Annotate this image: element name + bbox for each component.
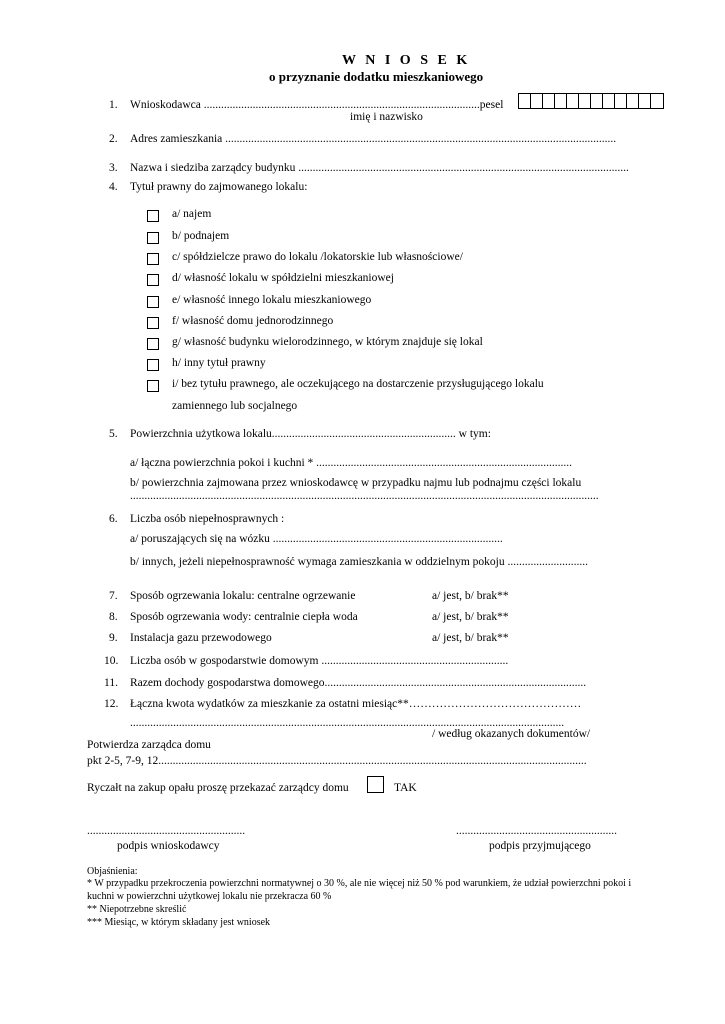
option-f-checkbox[interactable] bbox=[147, 317, 159, 329]
pesel-cell[interactable] bbox=[627, 94, 639, 108]
wheelchair-users-field[interactable]: a/ poruszających się na wózku ................................................................................ bbox=[130, 533, 503, 545]
legal-title-heading: Tytuł prawny do zajmowanego lokalu: bbox=[130, 181, 308, 193]
pesel-cell[interactable] bbox=[591, 94, 603, 108]
fuel-allowance-tak: TAK bbox=[394, 782, 417, 794]
fuel-allowance-checkbox[interactable] bbox=[367, 776, 384, 793]
option-h-checkbox[interactable] bbox=[147, 359, 159, 371]
occupied-area-field[interactable]: ................................................................................................................................................................... bbox=[130, 490, 599, 502]
rooms-kitchen-area-field[interactable]: a/ łączna powierzchnia pokoi i kuchni * ......................................................................................... bbox=[130, 457, 573, 469]
item-8-number: 8. bbox=[109, 611, 118, 623]
option-b-label: b/ podnajem bbox=[172, 230, 230, 242]
option-b-checkbox[interactable] bbox=[147, 232, 159, 244]
pesel-cell[interactable] bbox=[531, 94, 543, 108]
heating-options[interactable]: a/ jest, b/ brak** bbox=[432, 590, 509, 602]
hot-water-options[interactable]: a/ jest, b/ brak** bbox=[432, 611, 509, 623]
option-e-checkbox[interactable] bbox=[147, 296, 159, 308]
option-g-checkbox[interactable] bbox=[147, 338, 159, 350]
item-9-number: 9. bbox=[109, 632, 118, 644]
item-6-number: 6. bbox=[109, 513, 118, 525]
documents-note: / według okazanych dokumentów/ bbox=[432, 728, 591, 740]
household-size-field[interactable]: Liczba osób w gospodarstwie domowym ................................................................. bbox=[130, 655, 509, 667]
item-11-number: 11. bbox=[104, 677, 118, 689]
option-c-checkbox[interactable] bbox=[147, 253, 159, 265]
manager-confirmation-label: Potwierdza zarządca domu bbox=[87, 739, 211, 751]
gas-label: Instalacja gazu przewodowego bbox=[130, 632, 272, 644]
option-f-label: f/ własność domu jednorodzinnego bbox=[172, 315, 334, 327]
item-12-number: 12. bbox=[104, 698, 119, 710]
housing-expenses-field[interactable]: Łączna kwota wydatków za mieszkanie za ostatni miesiąc**……………………………………… bbox=[130, 698, 582, 710]
usable-area-field[interactable]: Powierzchnia użytkowa lokalu................................................................ w tym: bbox=[130, 428, 491, 440]
option-a-label: a/ najem bbox=[172, 208, 212, 220]
receiver-signature-label: podpis przyjmującego bbox=[489, 840, 591, 852]
option-i-label: i/ bez tytułu prawnego, ale oczekującego na dostarczenie przysługującego lokalu bbox=[172, 378, 544, 390]
pesel-cell[interactable] bbox=[567, 94, 579, 108]
other-disabled-field[interactable]: b/ innych, jeżeli niepełnosprawność wymaga zamieszkania w oddzielnym pokoju ............................ bbox=[130, 556, 588, 568]
applicant-signature-label: podpis wnioskodawcy bbox=[117, 840, 220, 852]
option-a-checkbox[interactable] bbox=[147, 210, 159, 222]
heating-label: Sposób ogrzewania lokalu: centralne ogrzewanie bbox=[130, 590, 356, 602]
note-1: * W przypadku przekroczenia powierzchni normatywnej o 30 %, ale nie więcej niż 50 % pod warunkiem, że udział powierzchni pokoi i bbox=[87, 878, 632, 889]
note-3: *** Miesiąc, w którym składany jest wniosek bbox=[87, 917, 271, 928]
name-caption: imię i nazwisko bbox=[350, 111, 423, 123]
item-1-number: 1. bbox=[109, 99, 118, 111]
option-i-label-cont: zamiennego lub socjalnego bbox=[172, 400, 298, 412]
fuel-allowance-label: Ryczałt na zakup opału proszę przekazać zarządcy domu bbox=[87, 782, 349, 794]
pesel-cell[interactable] bbox=[555, 94, 567, 108]
occupied-area-label: b/ powierzchnia zajmowana przez wnioskodawcę w przypadku najmu lub podnajmu części lokalu bbox=[130, 477, 582, 489]
option-e-label: e/ własność innego lokalu mieszkaniowego bbox=[172, 294, 372, 306]
option-g-label: g/ własność budynku wielorodzinnego, w którym znajduje się lokal bbox=[172, 336, 483, 348]
form-subtitle: o przyznanie dodatku mieszkaniowego bbox=[269, 69, 484, 84]
pesel-cell[interactable] bbox=[543, 94, 555, 108]
housing-expenses-dots[interactable]: ....................................................................................................................................................... bbox=[130, 717, 565, 729]
manager-field[interactable]: Nazwa i siedziba zarządcy budynku ................................................................................................................... bbox=[130, 162, 629, 174]
form-title: W N I O S E K bbox=[342, 53, 471, 68]
manager-confirmation-field[interactable]: pkt 2-5, 7-9, 12..................................................................................................................................................... bbox=[87, 755, 587, 767]
disabled-persons-heading: Liczba osób niepełnosprawnych : bbox=[130, 513, 285, 525]
receiver-signature-line[interactable]: ........................................................ bbox=[456, 825, 617, 837]
hot-water-label: Sposób ogrzewania wody: centralnie ciepła woda bbox=[130, 611, 358, 623]
item-10-number: 10. bbox=[104, 655, 119, 667]
pesel-field[interactable] bbox=[518, 93, 664, 109]
item-4-number: 4. bbox=[109, 181, 118, 193]
applicant-signature-line[interactable]: ....................................................... bbox=[87, 825, 246, 837]
address-field[interactable]: Adres zamieszkania ........................................................................................................................................ bbox=[130, 133, 617, 145]
item-2-number: 2. bbox=[109, 133, 118, 145]
pesel-cell[interactable] bbox=[519, 94, 531, 108]
pesel-cell[interactable] bbox=[615, 94, 627, 108]
item-5-number: 5. bbox=[109, 428, 118, 440]
note-1-cont: kuchni w powierzchni użytkowej lokalu nie przekracza 60 % bbox=[87, 891, 332, 902]
pesel-cell[interactable] bbox=[603, 94, 615, 108]
option-c-label: c/ spółdzielcze prawo do lokalu /lokatorskie lub własnościowe/ bbox=[172, 251, 463, 263]
item-3-number: 3. bbox=[109, 162, 118, 174]
option-d-checkbox[interactable] bbox=[147, 274, 159, 286]
applicant-name-field[interactable]: Wnioskodawca ................................................................................................pesel bbox=[130, 99, 504, 111]
household-income-field[interactable]: Razem dochody gospodarstwa domowego........................................................................................... bbox=[130, 677, 587, 689]
notes-heading: Objaśnienia: bbox=[87, 866, 138, 877]
note-2: ** Niepotrzebne skreślić bbox=[87, 904, 187, 915]
item-7-number: 7. bbox=[109, 590, 118, 602]
pesel-cell[interactable] bbox=[579, 94, 591, 108]
option-d-label: d/ własność lokalu w spółdzielni mieszkaniowej bbox=[172, 272, 394, 284]
pesel-cell[interactable] bbox=[639, 94, 651, 108]
option-i-checkbox[interactable] bbox=[147, 380, 159, 392]
gas-options[interactable]: a/ jest, b/ brak** bbox=[432, 632, 509, 644]
pesel-cell[interactable] bbox=[651, 94, 663, 108]
option-h-label: h/ inny tytuł prawny bbox=[172, 357, 266, 369]
